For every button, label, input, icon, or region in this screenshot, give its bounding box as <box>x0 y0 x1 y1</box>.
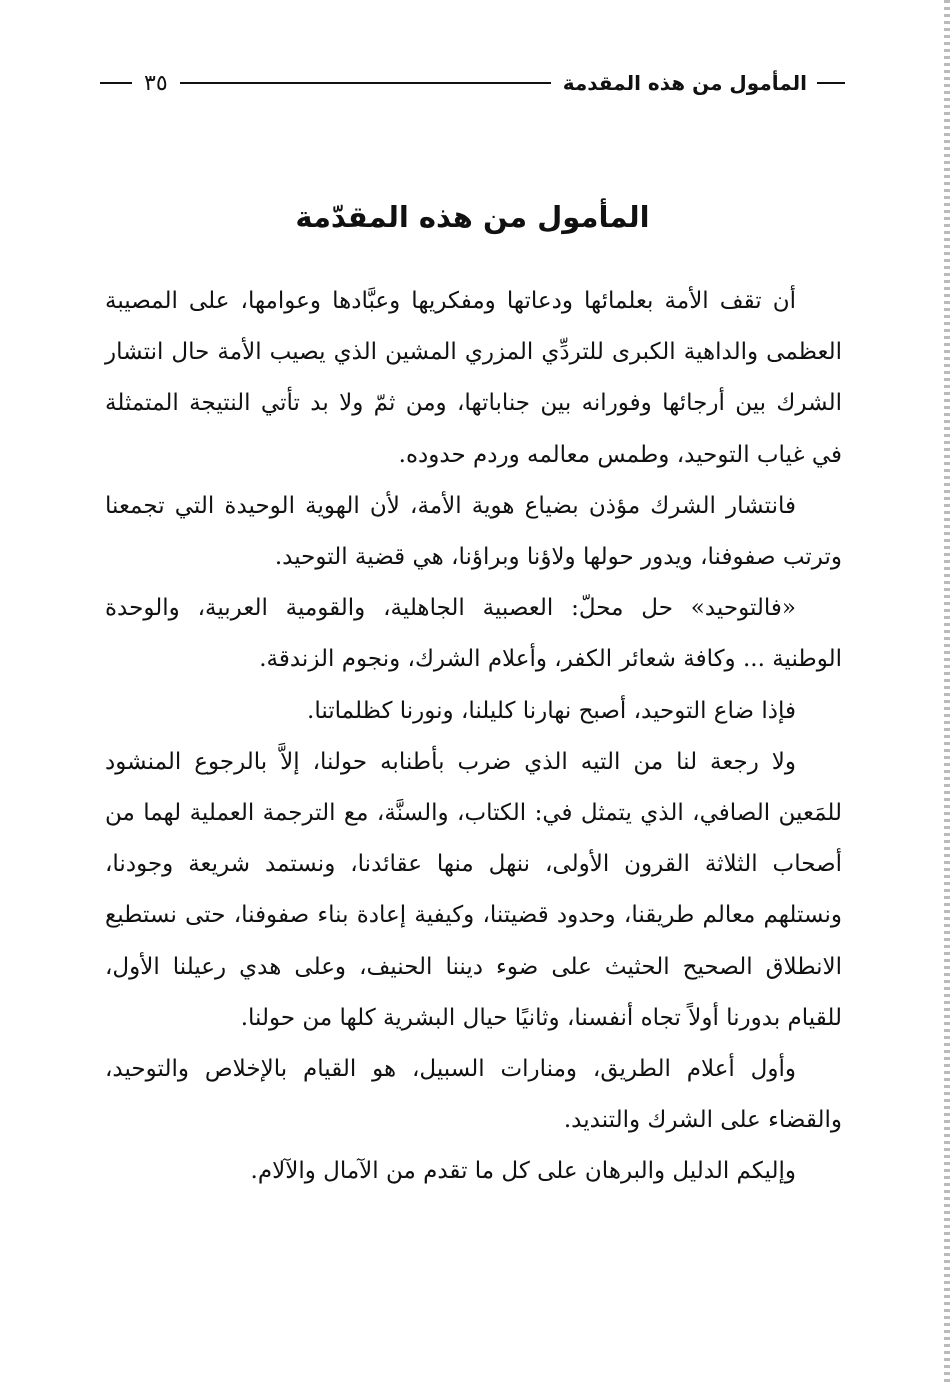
paragraph: وأول أعلام الطريق، ومنارات السبيل، هو القيام بالإخلاص والتوحيد، والقضاء على الشرك والتنديد. <box>105 1056 842 1134</box>
chapter-title: المأمول من هذه المقدّمة <box>295 200 650 234</box>
running-title: المأمول من هذه المقدمة <box>562 71 807 95</box>
paragraph: وإليكم الدليل والبرهان على كل ما تقدم من الآمال والآلام. <box>250 1158 796 1185</box>
paragraph: فانتشار الشرك مؤذن بضياع هوية الأمة، لأن الهوية الوحيدة التي تجمعنا وترتب صفوفنا، ويدور حولها ولاؤنا وبراؤنا، هي قضية التوحيد. <box>105 492 842 571</box>
header-rule <box>180 82 551 84</box>
paragraph: ولا رجعة لنا من التيه الذي ضرب بأطنابه حولنا، إلاَّ بالرجوع المنشود للمَعين الصافي، الذي يتمثل في: الكتاب، والسنَّة، مع الترجمة العملية لهما من أصحاب الثلاثة القرون الأولى، ننهل منها عقائدنا، ونستمد شريعة وجودنا، ونستلهم معالم طريقنا، وحدود قضيتنا، وكيفية إعادة بناء صفوفنا، حتى نستطيع الانطلاق الصحيح الحثيث على ضوء ديننا الحنيف، وعلى هدي رعيلنا الأول، للقيام بدورنا أولاً تجاه أنفسنا، وثانيًا حيال البشرية كلها من حولنا. <box>105 748 842 1031</box>
body-text <box>105 276 842 1198</box>
scan-edge <box>944 0 950 1383</box>
paragraph: «فالتوحيد» حل محلّ: العصبية الجاهلية، والقومية العربية، والوحدة الوطنية ... وكافة شعائر الكفر، وأعلام الشرك، ونجوم الزندقة. <box>105 595 842 673</box>
running-header <box>100 68 845 98</box>
paragraph: أن تقف الأمة بعلمائها ودعاتها ومفكريها وعبَّادها وعوامها، على المصيبة العظمى والداهية الكبرى للتردِّي المزري المشين الذي يصيب الأمة حال انتشار الشرك بين أرجائها وفورانه بين جناباتها، ومن ثمّ ولا بد تأتي النتيجة المتمثلة في غياب التوحيد، وطمس معالمه وردم حدوده. <box>105 288 842 468</box>
page-number: ٣٥ <box>144 70 168 96</box>
header-dash <box>100 82 132 84</box>
header-dash <box>817 82 845 84</box>
paragraph: فإذا ضاع التوحيد، أصبح نهارنا كليلنا، ونورنا كظلماتنا. <box>307 697 796 724</box>
